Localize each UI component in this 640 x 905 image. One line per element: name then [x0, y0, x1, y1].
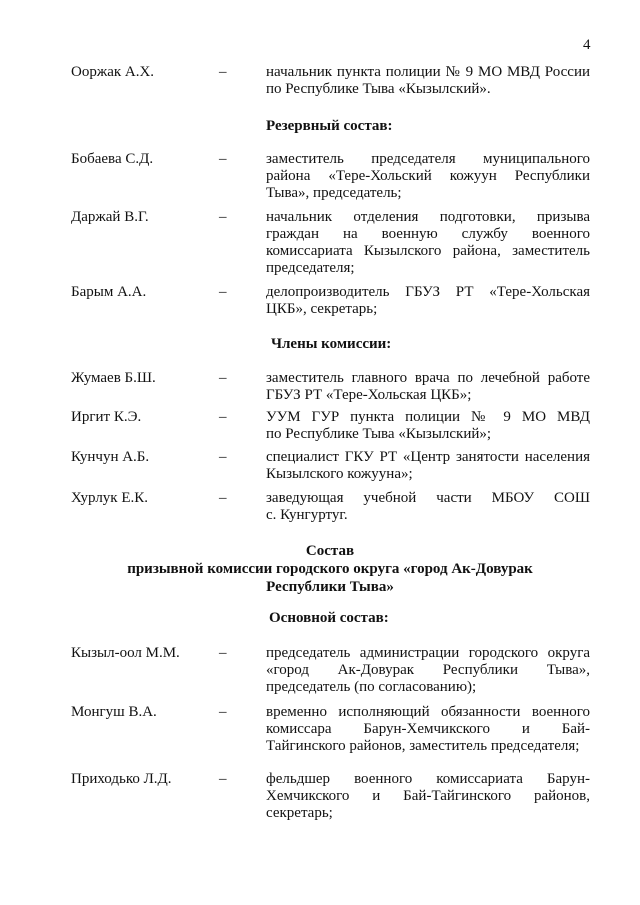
role-line: временно исполняющий обязанности военного — [266, 704, 590, 720]
role-line: Кызылского кожууна»; — [266, 466, 413, 482]
member-role — [266, 151, 590, 202]
role-line: председатель администрации городского округа — [266, 645, 590, 661]
role-line: Тыва», председатель; — [266, 185, 402, 201]
page-number: 4 — [583, 37, 591, 53]
member-name: Барым А.А. — [71, 284, 147, 300]
member-name: Ооржак А.Х. — [71, 64, 155, 80]
role-line: «город Ак-Довурак Республики Тыва», — [266, 662, 590, 678]
role-line: заместитель председателя муниципального — [266, 151, 590, 167]
dash: – — [219, 209, 227, 225]
dash: – — [219, 409, 227, 425]
member-role — [266, 645, 590, 696]
role-line: фельдшер военного комиссариата Барун- — [266, 771, 590, 787]
dash: – — [219, 151, 227, 167]
role-line: с. Кунгуртуг. — [266, 507, 348, 523]
member-name: Кызыл-оол М.М. — [71, 645, 180, 661]
title-line: призывной комиссии городского округа «город Ак-Довурак — [127, 561, 533, 577]
role-line: граждан на военную службу военного — [266, 226, 590, 242]
member-name: Иргит К.Э. — [71, 409, 142, 425]
role-line: по Республике Тыва «Кызылский». — [266, 81, 491, 97]
role-line: района «Тере-Хольский кожуун Республики — [266, 168, 590, 184]
role-line: специалист ГКУ РТ «Центр занятости населения — [266, 449, 590, 465]
member-role — [266, 704, 590, 755]
member-role — [266, 490, 590, 524]
member-name: Приходько Л.Д. — [71, 771, 172, 787]
title-line: Республики Тыва» — [266, 579, 394, 595]
main-heading: Основной состав: — [269, 610, 389, 626]
member-name: Монгуш В.А. — [71, 704, 157, 720]
role-line: председателя; — [266, 260, 355, 276]
dash: – — [219, 771, 227, 787]
role-line: Хемчикского и Бай-Тайгинского районов, — [266, 788, 590, 804]
role-line: заместитель главного врача по лечебной работе — [266, 370, 590, 386]
member-role — [266, 409, 590, 443]
member-role — [266, 449, 590, 483]
dash: – — [219, 645, 227, 661]
member-name: Даржай В.Г. — [71, 209, 149, 225]
role-line: заведующая учебной части МБОУ СОШ — [266, 490, 590, 506]
member-role — [266, 64, 590, 98]
role-line: ЦКБ», секретарь; — [266, 301, 378, 317]
dash: – — [219, 284, 227, 300]
role-line: ГБУЗ РТ «Тере-Хольская ЦКБ»; — [266, 387, 472, 403]
dash: – — [219, 64, 227, 80]
role-line: начальник отделения подготовки, призыва — [266, 209, 590, 225]
dash: – — [219, 449, 227, 465]
member-name: Хурлук Е.К. — [71, 490, 149, 506]
reserve-heading: Резервный состав: — [266, 118, 393, 134]
role-line: комиссариата Кызылского района, заместитель — [266, 243, 590, 259]
role-line: по Республике Тыва «Кызылский»; — [266, 426, 492, 442]
member-role — [266, 209, 590, 277]
role-line: УУМ ГУР пункта полиции № 9 МО МВД — [266, 409, 590, 425]
dash: – — [219, 370, 227, 386]
dash: – — [219, 704, 227, 720]
title-line: Состав — [305, 543, 355, 559]
member-role — [266, 370, 590, 404]
member-role — [266, 284, 590, 318]
member-name: Жумаев Б.Ш. — [71, 370, 156, 386]
members-heading: Члены комиссии: — [271, 336, 392, 352]
member-role — [266, 771, 590, 822]
role-line: Тайгинского районов, заместитель председателя; — [266, 738, 580, 754]
role-line: комиссара Барун-Хемчикского и Бай- — [266, 721, 590, 737]
dash: – — [219, 490, 227, 506]
role-line: начальник пункта полиции № 9 МО МВД России — [266, 64, 590, 80]
member-name: Бобаева С.Д. — [71, 151, 154, 167]
role-line: секретарь; — [266, 805, 333, 821]
role-line: председатель (по согласованию); — [266, 679, 477, 695]
composition-title — [0, 542, 640, 596]
member-name: Кунчун А.Б. — [71, 449, 150, 465]
role-line: делопроизводитель ГБУЗ РТ «Тере-Хольская — [266, 284, 590, 300]
